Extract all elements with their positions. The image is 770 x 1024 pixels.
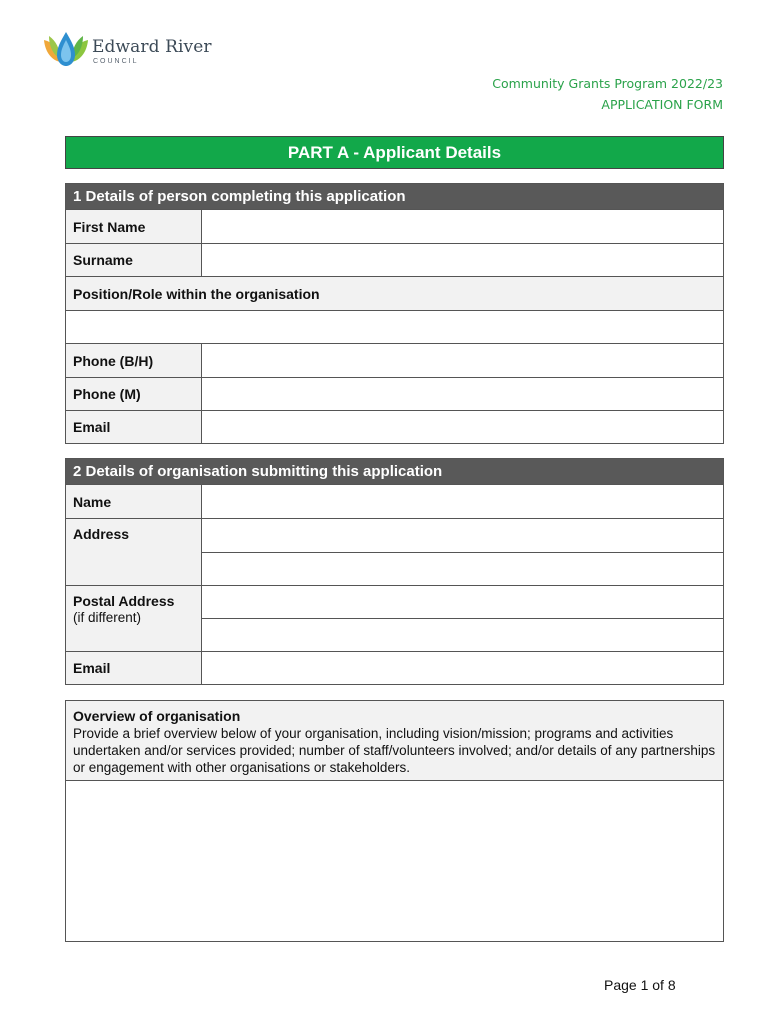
overview-header [66,701,723,781]
org-name-label: Name [66,485,202,518]
program-title: Community Grants Program 2022/23 [492,76,723,91]
page-number: Page 1 of 8 [604,977,676,993]
address-label [66,519,202,585]
surname-field[interactable] [202,244,723,276]
address-row [66,518,723,585]
org-name-row [66,485,723,518]
position-field[interactable] [66,310,723,343]
org-email-row [66,651,723,684]
postal-address-field [202,586,723,651]
address-field [202,519,723,585]
part-title: PART A - Applicant Details [65,136,724,169]
email-row [66,410,723,443]
email-label: Email [66,411,202,443]
postal-address-label [66,586,202,651]
section-organisation-details [65,458,724,685]
postal-line-1-field[interactable] [202,586,723,618]
postal-line-2-field[interactable] [202,618,723,651]
org-email-field[interactable] [202,652,723,684]
first-name-row [66,210,723,243]
phone-m-label: Phone (M) [66,378,202,410]
postal-address-label-text: Postal Address [73,593,175,609]
phone-bh-field[interactable] [202,344,723,377]
surname-label: Surname [66,244,202,276]
email-field[interactable] [202,411,723,443]
phone-bh-label: Phone (B/H) [66,344,202,377]
section2-heading: 2 Details of organisation submitting this application [66,459,723,485]
logo-sub: COUNCIL [93,58,139,65]
overview-description: Provide a brief overview below of your organisation, including vision/mission; programs and activities undertaken and/or services provided; number of staff/volunteers involved; and/or details of any partnerships or engagement with other organisations or stakeholders. [73,726,716,775]
phone-bh-row [66,343,723,377]
section1-heading: 1 Details of person completing this application [66,184,723,210]
postal-address-note: (if different) [73,610,142,625]
section-person-details [65,183,724,444]
overview-title: Overview of organisation [73,708,241,724]
logo-leaf-icon [41,30,91,70]
position-label: Position/Role within the organisation [66,276,723,310]
org-name-field[interactable] [202,485,723,518]
surname-row [66,243,723,276]
form-type: APPLICATION FORM [601,97,723,112]
phone-m-field[interactable] [202,378,723,410]
org-email-label: Email [66,652,202,684]
address-line-2-field[interactable] [202,552,723,586]
council-logo [41,30,211,72]
first-name-field[interactable] [202,210,723,243]
overview-field[interactable] [66,781,723,941]
phone-m-row [66,377,723,410]
address-line-1-field[interactable] [202,519,723,552]
section-overview [65,700,724,942]
address-label-text: Address [73,526,130,542]
first-name-label: First Name [66,210,202,243]
postal-address-row [66,585,723,651]
logo-name: Edward River [92,37,212,57]
